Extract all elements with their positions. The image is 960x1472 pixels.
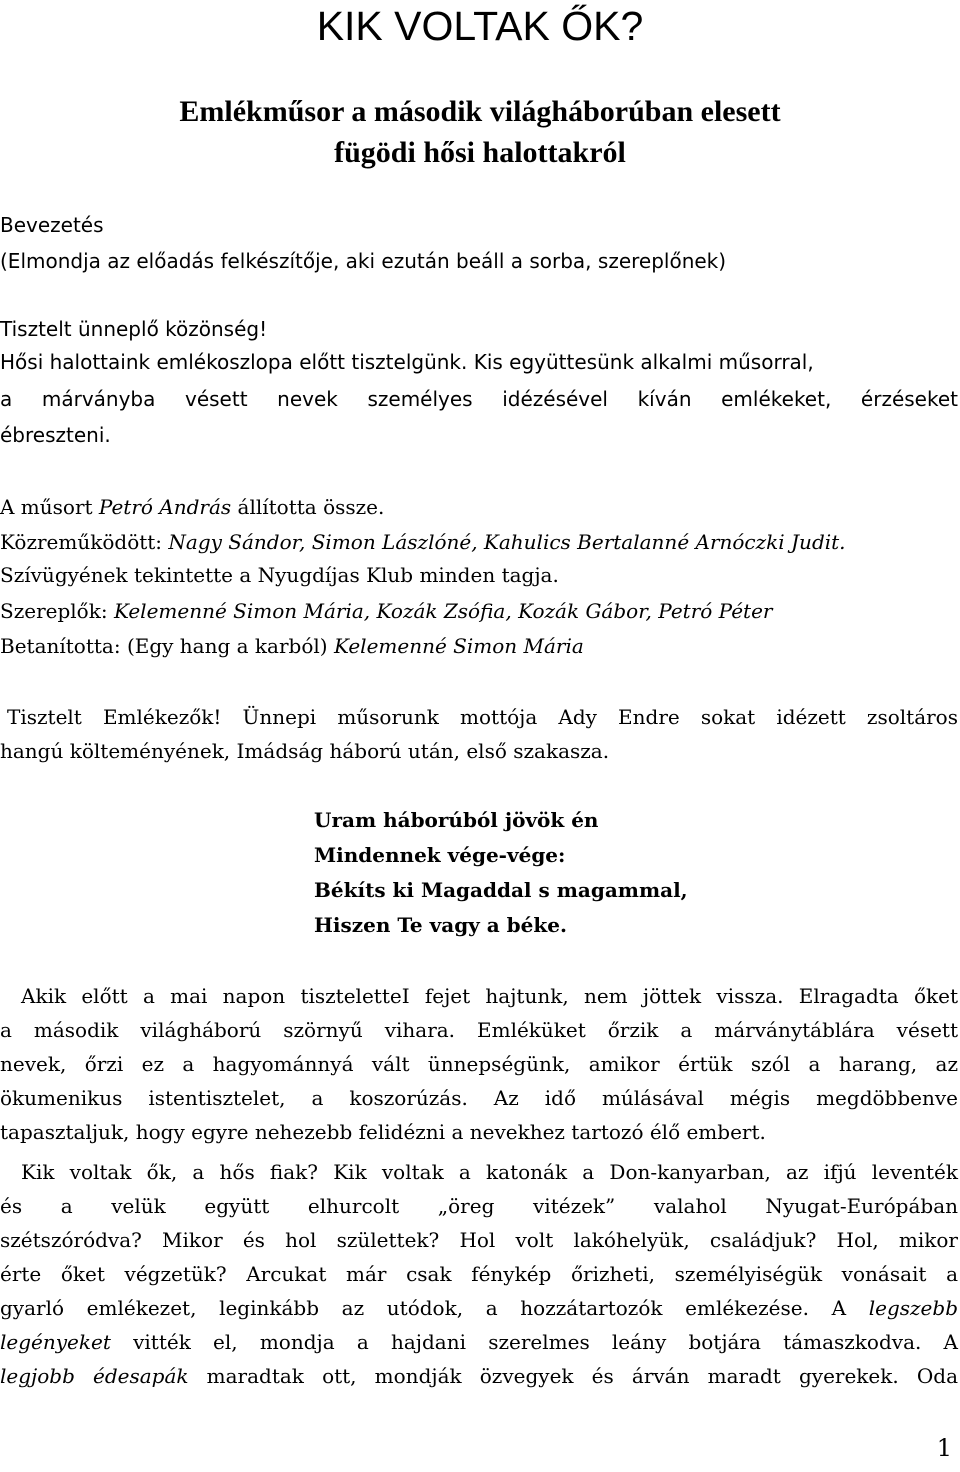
credits-cast-names: Kelemenné Simon Mária, Kozák Zsófia, Kozák Gábor, Petró Péter xyxy=(113,599,773,623)
poem-line-1: Uram háborúból jövök én xyxy=(314,808,599,832)
body1-line-2: a második világháború szörnyű vihara. Emléküket őrzik a márványtáblára vésett xyxy=(0,1018,958,1042)
intro-heading: Bevezetés xyxy=(0,213,104,237)
body2-line-5-text: gyarló emlékezet, leginkább az utódok, a hozzátartozók emlékezése. A xyxy=(0,1296,869,1320)
credits-arranged xyxy=(0,490,958,524)
body2-line-7-italic: legjobb édesapák xyxy=(0,1364,189,1388)
credits-support: Szívügyének tekintette a Nyugdíjas Klub minden tagja. xyxy=(0,563,559,587)
body1-line-1: Akik előtt a mai napon tiszteletteI fejet hajtunk, nem jöttek vissza. Elragadta őket xyxy=(21,984,958,1008)
body1-line-4: ökumenikus istentisztelet, a koszorúzás. Az idő múlásával mégis megdöbbenve xyxy=(0,1086,958,1110)
credits-arranged-suffix: állította össze. xyxy=(231,495,385,519)
subtitle-line-1: Emlékműsor a második világháborúban elesett xyxy=(179,95,781,128)
body2-line-6 xyxy=(0,1325,958,1359)
greeting-salutation: Tisztelt ünneplő közönség! xyxy=(0,317,268,341)
poem-line-4: Hiszen Te vagy a béke. xyxy=(314,913,567,937)
body2-line-6-text: vitték el, mondja a hajdani szerelmes leány botjára támaszkodva. A xyxy=(110,1330,958,1354)
credits-cast xyxy=(0,594,958,628)
body2-line-1: Kik voltak ők, a hős fiak? Kik voltak a katonák a Don-kanyarban, az ifjú leventék xyxy=(21,1160,958,1184)
credits-contributors xyxy=(0,525,958,559)
greeting-line-2: a márványba vésett nevek személyes idézésével kíván emlékeket, érzéseket xyxy=(0,387,958,411)
body-paragraph-2 xyxy=(0,1155,958,1393)
poem-line-2: Mindennek vége-vége: xyxy=(314,843,566,867)
intro-note: (Elmondja az előadás felkészítője, aki ezután beáll a sorba, szereplőnek) xyxy=(0,249,727,273)
document-title: KIK VOLTAK ŐK? xyxy=(316,3,644,49)
body2-line-3: szétszóródva? Mikor és hol születtek? Hol volt lakóhelyük, családjuk? Hol, mikor xyxy=(0,1228,958,1252)
body2-line-7-text: maradtak ott, mondják özvegyek és árván maradt gyerekek. Oda xyxy=(188,1364,958,1388)
subtitle-line-2: fügödi hősi halottakról xyxy=(334,136,626,169)
greeting-line-3: ébreszteni. xyxy=(0,423,111,447)
page-number: 1 xyxy=(936,1434,952,1462)
credits-teacher xyxy=(0,629,958,663)
body1-line-5: tapasztaljuk, hogy egyre nehezebb felidézni a nevekhez tartozó élő embert. xyxy=(0,1120,766,1144)
credits-arranged-name: Petró András xyxy=(98,495,232,519)
credits-teacher-name: Kelemenné Simon Mária xyxy=(333,634,584,658)
body2-line-4: érte őket végzetük? Arcukat már csak fénykép őrizheti, személyiségük vonásait a xyxy=(0,1262,958,1286)
body2-line-7 xyxy=(0,1359,958,1393)
credits-contrib-names: Nagy Sándor, Simon Lászlóné, Kahulics Bertalanné Arnóczki Judit. xyxy=(168,530,846,554)
greeting-line-1: Hősi halottaink emlékoszlopa előtt tisztelgünk. Kis együttesünk alkalmi műsorral, xyxy=(0,350,814,374)
body2-line-6-italic: legényeket xyxy=(0,1330,111,1354)
body2-line-5-italic: legszebb xyxy=(868,1296,958,1320)
motto-line-1: Tisztelt Emlékezők! Ünnepi műsorunk mottója Ady Endre sokat idézett zsoltáros xyxy=(7,705,958,729)
motto-line-2: hangú költeményének, Imádság háború után, első szakasza. xyxy=(0,739,610,763)
poem-line-3: Békíts ki Magaddal s magammal, xyxy=(314,878,688,902)
body2-line-5 xyxy=(0,1291,958,1325)
credits-arranged-prefix: A műsort xyxy=(0,495,99,519)
credits-teacher-prefix: Betanította: (Egy hang a karból) xyxy=(0,634,334,658)
body-paragraph-1 xyxy=(0,979,958,1149)
body2-line-2: és a velük együtt elhurcolt „öreg vitézek” valahol Nyugat-Európában xyxy=(0,1194,958,1218)
credits-contrib-prefix: Közreműködött: xyxy=(0,530,169,554)
body1-line-3: nevek, őrzi ez a hagyománnyá vált ünnepségünk, amikor értük szól a harang, az xyxy=(0,1052,958,1076)
credits-cast-prefix: Szereplők: xyxy=(0,599,114,623)
